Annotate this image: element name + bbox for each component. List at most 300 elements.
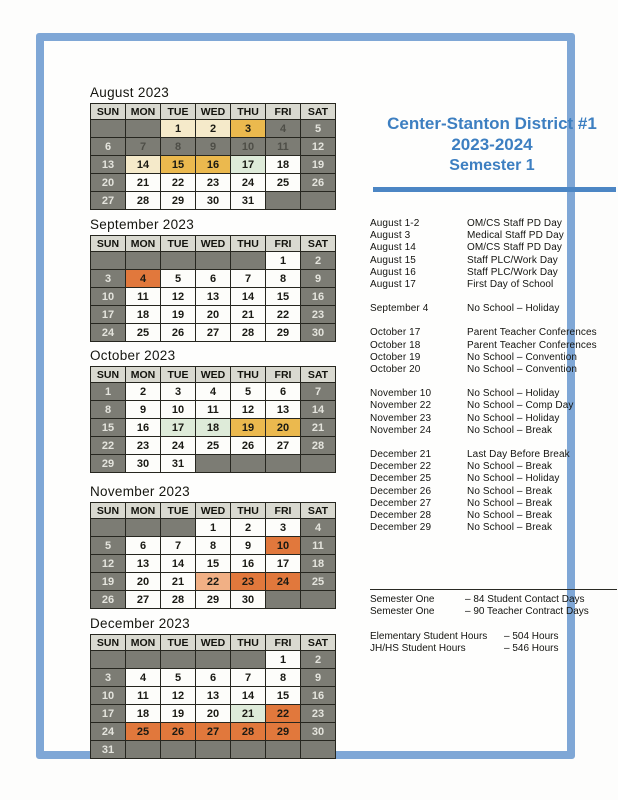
calendar-grid — [90, 366, 336, 473]
event-description: No School – Convention — [467, 364, 578, 376]
calendar-month-title: December 2023 — [90, 616, 190, 631]
day-cell: 30 — [231, 591, 266, 609]
day-cell: 20 — [196, 705, 231, 723]
event-month-group — [370, 449, 618, 534]
empty-cell — [266, 192, 301, 210]
day-of-week-header: TUE — [161, 367, 196, 383]
event-row — [370, 461, 618, 473]
calendar-grid — [90, 235, 336, 342]
non-school-day-cell: 3 — [91, 669, 126, 687]
empty-cell — [161, 741, 196, 759]
calendar-week-row — [91, 591, 336, 609]
event-day-cell: 16 — [196, 156, 231, 174]
event-row — [370, 425, 618, 437]
event-date: November 22 — [370, 400, 432, 412]
event-day-cell: 1 — [161, 120, 196, 138]
event-row — [370, 522, 618, 534]
day-cell: 27 — [196, 324, 231, 342]
non-school-day-cell: 19 — [91, 573, 126, 591]
non-school-day-cell: 9 — [196, 138, 231, 156]
event-date: November 24 — [370, 424, 432, 436]
non-school-day-cell: 11 — [266, 138, 301, 156]
empty-cell — [161, 519, 196, 537]
calendar-week-row — [91, 437, 336, 455]
calendar-month-title: November 2023 — [90, 484, 190, 499]
day-of-week-header: WED — [196, 104, 231, 120]
empty-cell — [161, 651, 196, 669]
day-cell: 14 — [231, 687, 266, 705]
day-cell: 6 — [196, 270, 231, 288]
event-day-cell: 4 — [126, 270, 161, 288]
day-of-week-header: SAT — [301, 635, 336, 651]
non-school-day-cell: 30 — [301, 324, 336, 342]
event-day-cell: 3 — [231, 120, 266, 138]
day-cell: 25 — [266, 174, 301, 192]
calendar-grid — [90, 502, 336, 609]
day-cell: 29 — [196, 591, 231, 609]
non-school-day-cell: 26 — [91, 591, 126, 609]
calendar-week-row — [91, 306, 336, 324]
event-date: August 1-2 — [370, 218, 420, 229]
event-date: September 4 — [370, 303, 429, 315]
event-day-cell: 2 — [196, 120, 231, 138]
calendar-week-row — [91, 174, 336, 192]
non-school-day-cell: 17 — [91, 705, 126, 723]
empty-cell — [126, 519, 161, 537]
day-cell: 26 — [231, 437, 266, 455]
non-school-day-cell: 10 — [231, 138, 266, 156]
day-of-week-header: SAT — [301, 236, 336, 252]
calendar-week-row — [91, 537, 336, 555]
event-date: December 22 — [370, 461, 432, 473]
non-school-day-cell: 25 — [301, 573, 336, 591]
event-row — [370, 230, 618, 242]
calendar-month-title: August 2023 — [90, 85, 170, 100]
day-cell: 27 — [126, 591, 161, 609]
day-cell: 6 — [196, 669, 231, 687]
event-day-cell: 24 — [266, 573, 301, 591]
non-school-day-cell: 9 — [301, 270, 336, 288]
day-cell: 31 — [231, 192, 266, 210]
event-month-group — [370, 303, 618, 315]
day-cell: 21 — [231, 306, 266, 324]
day-cell: 3 — [161, 383, 196, 401]
day-cell: 19 — [161, 306, 196, 324]
day-cell: 14 — [231, 288, 266, 306]
event-day-cell: 26 — [161, 723, 196, 741]
day-cell: 5 — [161, 270, 196, 288]
event-row — [370, 498, 618, 510]
event-month-group — [370, 327, 618, 376]
day-cell: 11 — [126, 687, 161, 705]
day-cell: 15 — [266, 288, 301, 306]
day-cell: 28 — [126, 192, 161, 210]
calendar-october-2023 — [90, 348, 336, 473]
day-of-week-header: SUN — [91, 367, 126, 383]
day-of-week-header: WED — [196, 635, 231, 651]
non-school-day-cell: 5 — [301, 120, 336, 138]
summary-value: – 84 Student Contact Days — [465, 594, 585, 605]
event-date: December 28 — [370, 510, 432, 522]
day-cell: 18 — [266, 156, 301, 174]
day-cell: 29 — [161, 192, 196, 210]
event-description: Staff PLC/Work Day — [467, 266, 558, 278]
day-of-week-header: TUE — [161, 104, 196, 120]
day-cell: 22 — [161, 174, 196, 192]
event-description: Medical Staff PD Day — [467, 230, 564, 242]
non-school-day-cell: 2 — [301, 651, 336, 669]
non-school-day-cell: 23 — [301, 306, 336, 324]
calendar-grid — [90, 103, 336, 210]
day-of-week-header: THU — [231, 503, 266, 519]
non-school-day-cell: 11 — [301, 537, 336, 555]
day-cell: 28 — [161, 591, 196, 609]
event-date: November 23 — [370, 412, 432, 424]
empty-cell — [161, 252, 196, 270]
event-date: August 3 — [370, 230, 411, 242]
summary-divider-rule — [370, 589, 617, 590]
event-date: November 10 — [370, 388, 432, 400]
day-of-week-header: WED — [196, 236, 231, 252]
event-row — [370, 510, 618, 522]
event-description: No School – Break — [467, 497, 553, 509]
event-date: October 17 — [370, 327, 421, 339]
day-cell: 9 — [231, 537, 266, 555]
summary-label: Elementary Student Hours — [370, 630, 488, 642]
event-month-group — [370, 388, 618, 437]
event-row — [370, 413, 618, 425]
document-title — [366, 113, 618, 176]
day-cell: 17 — [266, 555, 301, 573]
day-cell: 12 — [161, 687, 196, 705]
day-cell: 11 — [196, 401, 231, 419]
day-of-week-header: THU — [231, 236, 266, 252]
day-cell: 9 — [126, 401, 161, 419]
event-day-cell: 20 — [266, 419, 301, 437]
event-row — [370, 340, 618, 352]
day-cell: 21 — [126, 174, 161, 192]
empty-cell — [266, 591, 301, 609]
day-cell: 13 — [196, 288, 231, 306]
empty-cell — [196, 455, 231, 473]
day-of-week-header: FRI — [266, 236, 301, 252]
day-cell: 24 — [231, 174, 266, 192]
calendar-week-row — [91, 252, 336, 270]
day-of-week-header: MON — [126, 367, 161, 383]
non-school-day-cell: 27 — [91, 192, 126, 210]
non-school-day-cell: 4 — [266, 120, 301, 138]
day-of-week-header: FRI — [266, 503, 301, 519]
calendar-month-title: October 2023 — [90, 348, 176, 363]
non-school-day-cell: 6 — [91, 138, 126, 156]
day-of-week-header: MON — [126, 104, 161, 120]
day-cell: 18 — [126, 705, 161, 723]
day-cell: 5 — [231, 383, 266, 401]
event-day-cell: 14 — [126, 156, 161, 174]
non-school-day-cell: 20 — [91, 174, 126, 192]
day-of-week-header: MON — [126, 236, 161, 252]
day-of-week-header: FRI — [266, 635, 301, 651]
non-school-day-cell: 23 — [301, 705, 336, 723]
event-date: August 14 — [370, 242, 416, 254]
empty-cell — [126, 651, 161, 669]
contact-days-rows — [370, 594, 617, 619]
day-of-week-header: SAT — [301, 104, 336, 120]
event-row — [370, 400, 618, 412]
day-cell: 1 — [266, 252, 301, 270]
calendar-week-row — [91, 555, 336, 573]
event-row — [370, 267, 618, 279]
empty-cell — [231, 651, 266, 669]
day-cell: 31 — [161, 455, 196, 473]
non-school-day-cell: 1 — [91, 383, 126, 401]
empty-cell — [196, 651, 231, 669]
day-cell: 7 — [231, 669, 266, 687]
empty-cell — [91, 120, 126, 138]
event-date: October 20 — [370, 364, 421, 376]
calendar-week-row — [91, 324, 336, 342]
day-cell: 4 — [196, 383, 231, 401]
day-of-week-header: MON — [126, 503, 161, 519]
summary-row — [370, 643, 617, 655]
day-cell: 8 — [266, 270, 301, 288]
day-cell: 13 — [266, 401, 301, 419]
non-school-day-cell: 8 — [91, 401, 126, 419]
student-hours-rows — [370, 631, 617, 656]
event-row — [370, 486, 618, 498]
event-day-cell: 18 — [196, 419, 231, 437]
calendar-week-row — [91, 687, 336, 705]
summary-row — [370, 631, 617, 643]
day-cell: 25 — [126, 324, 161, 342]
day-of-week-header: SAT — [301, 367, 336, 383]
district-name: Center-Stanton District #1 — [387, 114, 597, 133]
empty-cell — [301, 192, 336, 210]
day-cell: 13 — [196, 687, 231, 705]
day-cell: 15 — [266, 687, 301, 705]
day-cell: 5 — [161, 669, 196, 687]
event-row — [370, 242, 618, 254]
event-row — [370, 473, 618, 485]
empty-cell — [196, 741, 231, 759]
empty-cell — [266, 455, 301, 473]
event-date: December 21 — [370, 449, 432, 461]
calendar-week-row — [91, 120, 336, 138]
day-cell: 23 — [126, 437, 161, 455]
non-school-day-cell: 10 — [91, 687, 126, 705]
non-school-day-cell: 3 — [91, 270, 126, 288]
event-description: Staff PLC/Work Day — [467, 254, 558, 266]
calendar-week-row — [91, 419, 336, 437]
day-of-week-header: FRI — [266, 367, 301, 383]
event-row — [370, 255, 618, 267]
day-cell: 2 — [126, 383, 161, 401]
day-of-week-header: SUN — [91, 236, 126, 252]
day-cell: 15 — [196, 555, 231, 573]
calendar-grid — [90, 634, 336, 759]
day-cell: 18 — [126, 306, 161, 324]
day-cell: 12 — [231, 401, 266, 419]
event-date: December 27 — [370, 497, 432, 509]
day-cell: 10 — [161, 401, 196, 419]
day-of-week-header: TUE — [161, 635, 196, 651]
non-school-day-cell: 5 — [91, 537, 126, 555]
day-cell: 7 — [161, 537, 196, 555]
event-description: No School – Break — [467, 461, 553, 473]
non-school-day-cell: 16 — [301, 288, 336, 306]
day-cell: 22 — [266, 306, 301, 324]
events-list — [370, 218, 618, 546]
summary-label: Semester One — [370, 606, 435, 618]
day-cell: 21 — [161, 573, 196, 591]
day-cell: 8 — [266, 669, 301, 687]
event-description: No School – Break — [467, 424, 553, 436]
empty-cell — [301, 591, 336, 609]
day-of-week-header: TUE — [161, 236, 196, 252]
non-school-day-cell: 12 — [91, 555, 126, 573]
school-year: 2023-2024 — [451, 135, 533, 154]
event-description: No School – Holiday — [467, 412, 560, 424]
event-date: October 19 — [370, 351, 421, 363]
empty-cell — [231, 741, 266, 759]
event-day-cell: 27 — [196, 723, 231, 741]
non-school-day-cell: 15 — [91, 419, 126, 437]
calendar-week-row — [91, 705, 336, 723]
day-cell: 11 — [126, 288, 161, 306]
summary-row — [370, 606, 617, 618]
day-cell: 30 — [196, 192, 231, 210]
event-description: Parent Teacher Conferences — [467, 339, 597, 351]
event-description: No School – Convention — [467, 351, 578, 363]
non-school-day-cell: 17 — [91, 306, 126, 324]
event-row — [370, 218, 618, 230]
event-month-group — [370, 218, 618, 291]
event-description: Parent Teacher Conferences — [467, 327, 597, 339]
day-cell: 24 — [161, 437, 196, 455]
semester-summary — [370, 589, 617, 656]
day-cell: 1 — [266, 651, 301, 669]
non-school-day-cell: 16 — [301, 687, 336, 705]
day-of-week-header: THU — [231, 367, 266, 383]
summary-row — [370, 594, 617, 606]
empty-cell — [196, 252, 231, 270]
event-date: August 15 — [370, 254, 416, 266]
event-description: No School – Break — [467, 485, 553, 497]
semester-label: Semester 1 — [449, 157, 535, 174]
non-school-day-cell: 30 — [301, 723, 336, 741]
calendar-november-2023 — [90, 484, 336, 609]
event-date: October 18 — [370, 339, 421, 351]
non-school-day-cell: 26 — [301, 174, 336, 192]
empty-cell — [91, 252, 126, 270]
calendar-week-row — [91, 723, 336, 741]
event-description: OM/CS Staff PD Day — [467, 218, 562, 229]
event-date: December 26 — [370, 485, 432, 497]
calendar-week-row — [91, 270, 336, 288]
calendar-week-row — [91, 288, 336, 306]
day-cell: 13 — [126, 555, 161, 573]
event-description: First Day of School — [467, 279, 554, 291]
day-of-week-header: FRI — [266, 104, 301, 120]
calendar-week-row — [91, 156, 336, 174]
event-date: August 16 — [370, 266, 416, 278]
calendar-week-row — [91, 519, 336, 537]
calendar-august-2023 — [90, 85, 336, 210]
event-description: OM/CS Staff PD Day — [467, 242, 562, 254]
calendar-month-title: September 2023 — [90, 217, 195, 232]
calendar-week-row — [91, 192, 336, 210]
event-day-cell: 15 — [161, 156, 196, 174]
day-of-week-header: TUE — [161, 503, 196, 519]
event-description: No School – Break — [467, 510, 553, 522]
day-cell: 16 — [126, 419, 161, 437]
event-row — [370, 303, 618, 315]
event-row — [370, 364, 618, 376]
non-school-day-cell: 29 — [91, 455, 126, 473]
event-day-cell: 21 — [231, 705, 266, 723]
calendar-september-2023 — [90, 217, 336, 342]
day-cell: 29 — [266, 324, 301, 342]
day-cell: 25 — [196, 437, 231, 455]
day-of-week-header: MON — [126, 635, 161, 651]
calendar-week-row — [91, 383, 336, 401]
day-of-week-header: THU — [231, 635, 266, 651]
day-cell: 2 — [231, 519, 266, 537]
calendar-week-row — [91, 573, 336, 591]
non-school-day-cell: 28 — [301, 437, 336, 455]
non-school-day-cell: 2 — [301, 252, 336, 270]
day-of-week-header: SUN — [91, 635, 126, 651]
day-cell: 20 — [196, 306, 231, 324]
non-school-day-cell: 18 — [301, 555, 336, 573]
non-school-day-cell: 13 — [91, 156, 126, 174]
event-day-cell: 22 — [266, 705, 301, 723]
non-school-day-cell: 24 — [91, 324, 126, 342]
day-cell: 27 — [266, 437, 301, 455]
non-school-day-cell: 22 — [91, 437, 126, 455]
day-cell: 7 — [231, 270, 266, 288]
day-cell: 1 — [196, 519, 231, 537]
event-description: Last Day Before Break — [467, 449, 570, 461]
day-cell: 6 — [266, 383, 301, 401]
event-day-cell: 19 — [231, 419, 266, 437]
non-school-day-cell: 19 — [301, 156, 336, 174]
empty-cell — [126, 252, 161, 270]
event-description: No School – Holiday — [467, 473, 560, 485]
non-school-day-cell: 8 — [161, 138, 196, 156]
event-date: August 17 — [370, 279, 416, 291]
empty-cell — [126, 741, 161, 759]
calendar-week-row — [91, 669, 336, 687]
summary-value: – 504 Hours — [504, 630, 559, 642]
event-description: No School – Comp Day — [467, 400, 574, 412]
event-day-cell: 17 — [161, 419, 196, 437]
calendar-week-row — [91, 401, 336, 419]
empty-cell — [126, 120, 161, 138]
calendar-week-row — [91, 138, 336, 156]
day-cell: 3 — [266, 519, 301, 537]
summary-value: – 546 Hours — [504, 643, 559, 655]
non-school-day-cell: 7 — [301, 383, 336, 401]
event-day-cell: 17 — [231, 156, 266, 174]
empty-cell — [301, 455, 336, 473]
calendar-week-row — [91, 651, 336, 669]
event-day-cell: 29 — [266, 723, 301, 741]
event-day-cell: 28 — [231, 723, 266, 741]
non-school-day-cell: 14 — [301, 401, 336, 419]
summary-label: Semester One — [370, 594, 435, 605]
non-school-day-cell: 31 — [91, 741, 126, 759]
